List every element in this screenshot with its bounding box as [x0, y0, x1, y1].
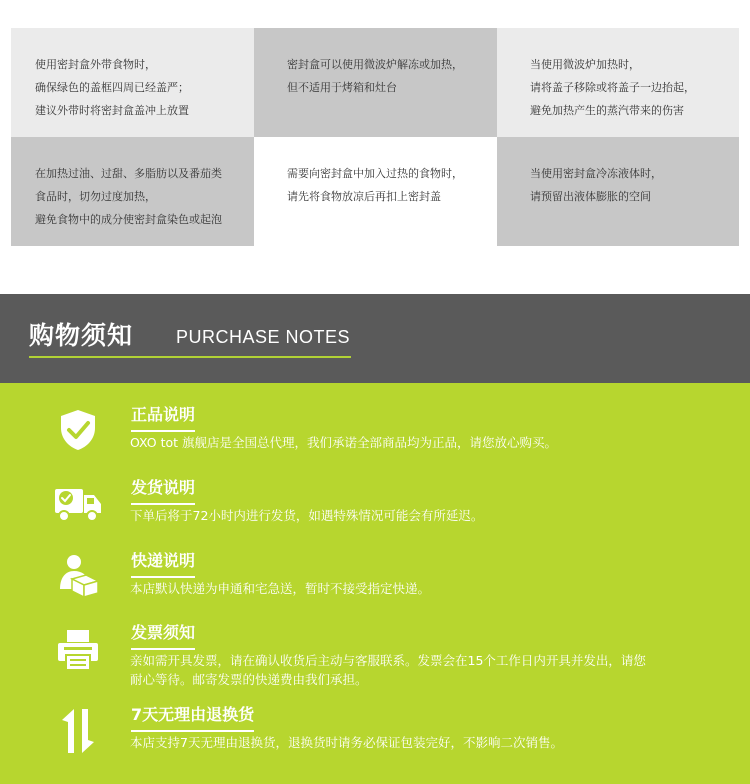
purchase-title-cn: 购物须知 [29, 321, 134, 350]
tip-line: 确保绿色的盖框四周已经盖严； [35, 81, 189, 94]
tip-line: 食品时，切勿过度加热， [35, 190, 156, 203]
note-title: 快递说明 [131, 549, 195, 578]
note-line: 本店默认快递为申通和宅急送，暂时不接受指定快递。 [130, 581, 431, 596]
purchase-notes-header [0, 294, 750, 383]
courier-package-icon [50, 551, 106, 601]
exchange-arrows-icon [50, 706, 106, 756]
tip-line: 建议外带时将密封盒盖冲上放置 [35, 104, 189, 117]
note-line: 亲如需开具发票，请在确认收货后主动与客服联系。发票会在15个工作日内开具并发出，请您 [130, 653, 646, 668]
note-title: 7天无理由退换货 [131, 703, 254, 732]
note-title: 发货说明 [131, 476, 195, 505]
tip-cell [497, 137, 739, 246]
tip-cell [254, 28, 497, 137]
note-line: 耐心等待。邮寄发票的快递费由我们承担。 [130, 672, 368, 687]
purchase-notes-section [0, 383, 750, 784]
tip-line: 密封盒可以使用微波炉解冻或加热， [287, 58, 463, 71]
note-body [130, 733, 700, 752]
note-line: 下单后将于72小时内进行发货，如遇特殊情况可能会有所延迟。 [130, 508, 484, 523]
header-underline [29, 356, 351, 358]
tip-line: 当使用密封盒冷冻液体时， [530, 167, 662, 180]
tip-cell [497, 28, 739, 137]
tip-line: 请将盖子移除或将盖子一边抬起， [530, 81, 695, 94]
tip-line: 但不适用于烤箱和灶台 [287, 81, 397, 94]
tip-line: 请预留出液体膨胀的空间 [530, 190, 651, 203]
note-title: 正品说明 [131, 403, 195, 432]
tip-cell [11, 28, 254, 137]
note-body [130, 651, 700, 689]
tip-line: 避免食物中的成分使密封盒染色或起泡 [35, 213, 222, 226]
note-line: 本店支持7天无理由退换货，退换货时请务必保证包装完好，不影响二次销售。 [130, 735, 563, 750]
tip-line: 避免加热产生的蒸汽带来的伤害 [530, 104, 684, 117]
delivery-truck-icon [50, 478, 106, 528]
tip-line: 需要向密封盒中加入过热的食物时， [287, 167, 463, 180]
shield-check-icon [50, 405, 106, 455]
tip-cell [11, 137, 254, 246]
tip-cell [254, 137, 497, 246]
tip-line: 在加热过油、过甜、多脂肪以及番茄类 [35, 167, 222, 180]
tip-line: 当使用微波炉加热时， [530, 58, 640, 71]
tip-line: 请先将食物放凉后再扣上密封盖 [287, 190, 441, 203]
note-body [130, 579, 700, 598]
printer-icon [50, 625, 106, 675]
note-title: 发票须知 [131, 621, 195, 650]
purchase-title-en: PURCHASE NOTES [176, 327, 351, 347]
note-body [130, 433, 700, 452]
note-line: OXO tot 旗舰店是全国总代理，我们承诺全部商品均为正品，请您放心购买。 [130, 435, 558, 450]
tip-line: 使用密封盒外带食物时， [35, 58, 156, 71]
tips-grid [11, 28, 739, 246]
note-body [130, 506, 700, 525]
